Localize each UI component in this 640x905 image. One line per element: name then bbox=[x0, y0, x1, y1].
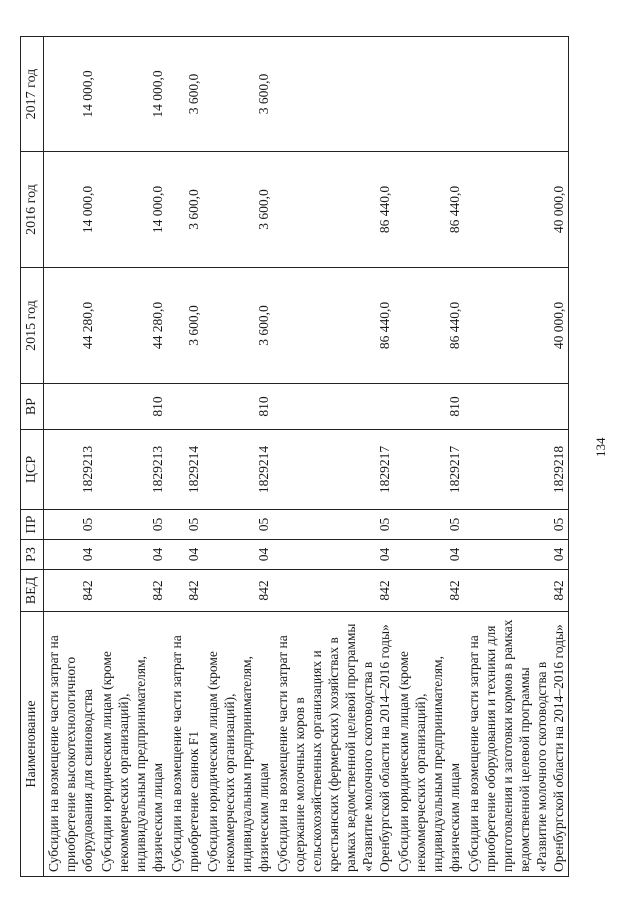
cell-vr: 810 bbox=[203, 384, 273, 430]
cell-rz: 04 bbox=[97, 540, 167, 570]
cell-2016: 86 440,0 bbox=[394, 152, 464, 268]
cell-pr: 05 bbox=[203, 510, 273, 540]
cell-ved: 842 bbox=[97, 570, 167, 612]
cell-ved: 842 bbox=[464, 570, 569, 612]
table-row bbox=[167, 37, 203, 877]
cell-csr: 1829213 bbox=[44, 430, 98, 510]
cell-vr bbox=[273, 384, 394, 430]
cell-2015: 3 600,0 bbox=[203, 268, 273, 384]
cell-2015: 44 280,0 bbox=[44, 268, 98, 384]
cell-2017: 3 600,0 bbox=[203, 37, 273, 152]
col-header-rz: РЗ bbox=[21, 540, 44, 570]
col-header-2016: 2016 год bbox=[21, 152, 44, 268]
cell-name: Субсидии на возмещение части затрат на приобретение высокотехнологичного оборудования для свиноводства bbox=[44, 612, 98, 877]
cell-name: Субсидии юридическим лицам (кроме некоммерческих организаций), индивидуальным предпринимателям, физическим лицам bbox=[97, 612, 167, 877]
table-row bbox=[273, 37, 394, 877]
col-header-csr: ЦСР bbox=[21, 430, 44, 510]
cell-pr: 05 bbox=[464, 510, 569, 540]
col-header-name: Наименование bbox=[21, 612, 44, 877]
cell-csr: 1829218 bbox=[464, 430, 569, 510]
cell-2015: 40 000,0 bbox=[464, 268, 569, 384]
cell-name: Субсидии юридическим лицам (кроме некоммерческих организаций), индивидуальным предпринимателям, физическим лицам bbox=[203, 612, 273, 877]
cell-csr: 1829214 bbox=[203, 430, 273, 510]
cell-vr bbox=[464, 384, 569, 430]
cell-2016: 3 600,0 bbox=[203, 152, 273, 268]
table-row bbox=[97, 37, 167, 877]
cell-2017 bbox=[464, 37, 569, 152]
table-row bbox=[44, 37, 98, 877]
budget-table bbox=[20, 36, 569, 877]
cell-2015: 86 440,0 bbox=[394, 268, 464, 384]
cell-ved: 842 bbox=[394, 570, 464, 612]
cell-vr bbox=[44, 384, 98, 430]
cell-name: Субсидии на возмещение части затрат на приобретение свинок F1 bbox=[167, 612, 203, 877]
cell-csr: 1829217 bbox=[273, 430, 394, 510]
cell-2016: 14 000,0 bbox=[97, 152, 167, 268]
cell-2015: 86 440,0 bbox=[273, 268, 394, 384]
cell-pr: 05 bbox=[167, 510, 203, 540]
cell-ved: 842 bbox=[273, 570, 394, 612]
cell-rz: 04 bbox=[394, 540, 464, 570]
cell-rz: 04 bbox=[44, 540, 98, 570]
cell-2016: 86 440,0 bbox=[273, 152, 394, 268]
cell-rz: 04 bbox=[273, 540, 394, 570]
cell-rz: 04 bbox=[464, 540, 569, 570]
cell-name: Субсидии юридическим лицам (кроме некоммерческих организаций), индивидуальным предпринимателям, физическим лицам bbox=[394, 612, 464, 877]
cell-rz: 04 bbox=[167, 540, 203, 570]
col-header-2017: 2017 год bbox=[21, 37, 44, 152]
cell-2017 bbox=[394, 37, 464, 152]
table-body bbox=[44, 37, 569, 877]
cell-csr: 1829214 bbox=[167, 430, 203, 510]
table-row bbox=[394, 37, 464, 877]
cell-csr: 1829217 bbox=[394, 430, 464, 510]
cell-ved: 842 bbox=[44, 570, 98, 612]
col-header-ved: ВЕД bbox=[21, 570, 44, 612]
cell-2016: 40 000,0 bbox=[464, 152, 569, 268]
cell-2017 bbox=[273, 37, 394, 152]
cell-pr: 05 bbox=[44, 510, 98, 540]
cell-2016: 14 000,0 bbox=[44, 152, 98, 268]
col-header-2015: 2015 год bbox=[21, 268, 44, 384]
col-header-pr: ПР bbox=[21, 510, 44, 540]
cell-name: Субсидии на возмещение части затрат на приобретение оборудования и техники для приготовления и заготовки кормов в рамках ведомственной целевой программы «Развитие молочного скотоводства в Оренбургской области на 2014–2016 годы» bbox=[464, 612, 569, 877]
cell-csr: 1829213 bbox=[97, 430, 167, 510]
cell-vr: 810 bbox=[394, 384, 464, 430]
col-header-vr: ВР bbox=[21, 384, 44, 430]
rotated-content bbox=[20, 37, 610, 877]
cell-pr: 05 bbox=[273, 510, 394, 540]
cell-2017: 3 600,0 bbox=[167, 37, 203, 152]
cell-ved: 842 bbox=[203, 570, 273, 612]
cell-2015: 44 280,0 bbox=[97, 268, 167, 384]
page-number: 134 bbox=[593, 437, 608, 457]
cell-2016: 3 600,0 bbox=[167, 152, 203, 268]
cell-2015: 3 600,0 bbox=[167, 268, 203, 384]
cell-ved: 842 bbox=[167, 570, 203, 612]
table-row bbox=[464, 37, 569, 877]
cell-rz: 04 bbox=[203, 540, 273, 570]
table-header-row bbox=[21, 37, 44, 877]
table-row bbox=[203, 37, 273, 877]
cell-vr bbox=[167, 384, 203, 430]
cell-pr: 05 bbox=[394, 510, 464, 540]
cell-name: Субсидии на возмещение части затрат на содержание молочных коров в сельскохозяйственных организациях и крестьянских (фермерских) хозяйствах в рамках ведомственной целевой программы «Развитие молочного скотоводства в Оренбургской области на 2014–2016 годы» bbox=[273, 612, 394, 877]
cell-pr: 05 bbox=[97, 510, 167, 540]
cell-2017: 14 000,0 bbox=[97, 37, 167, 152]
cell-vr: 810 bbox=[97, 384, 167, 430]
cell-2017: 14 000,0 bbox=[44, 37, 98, 152]
